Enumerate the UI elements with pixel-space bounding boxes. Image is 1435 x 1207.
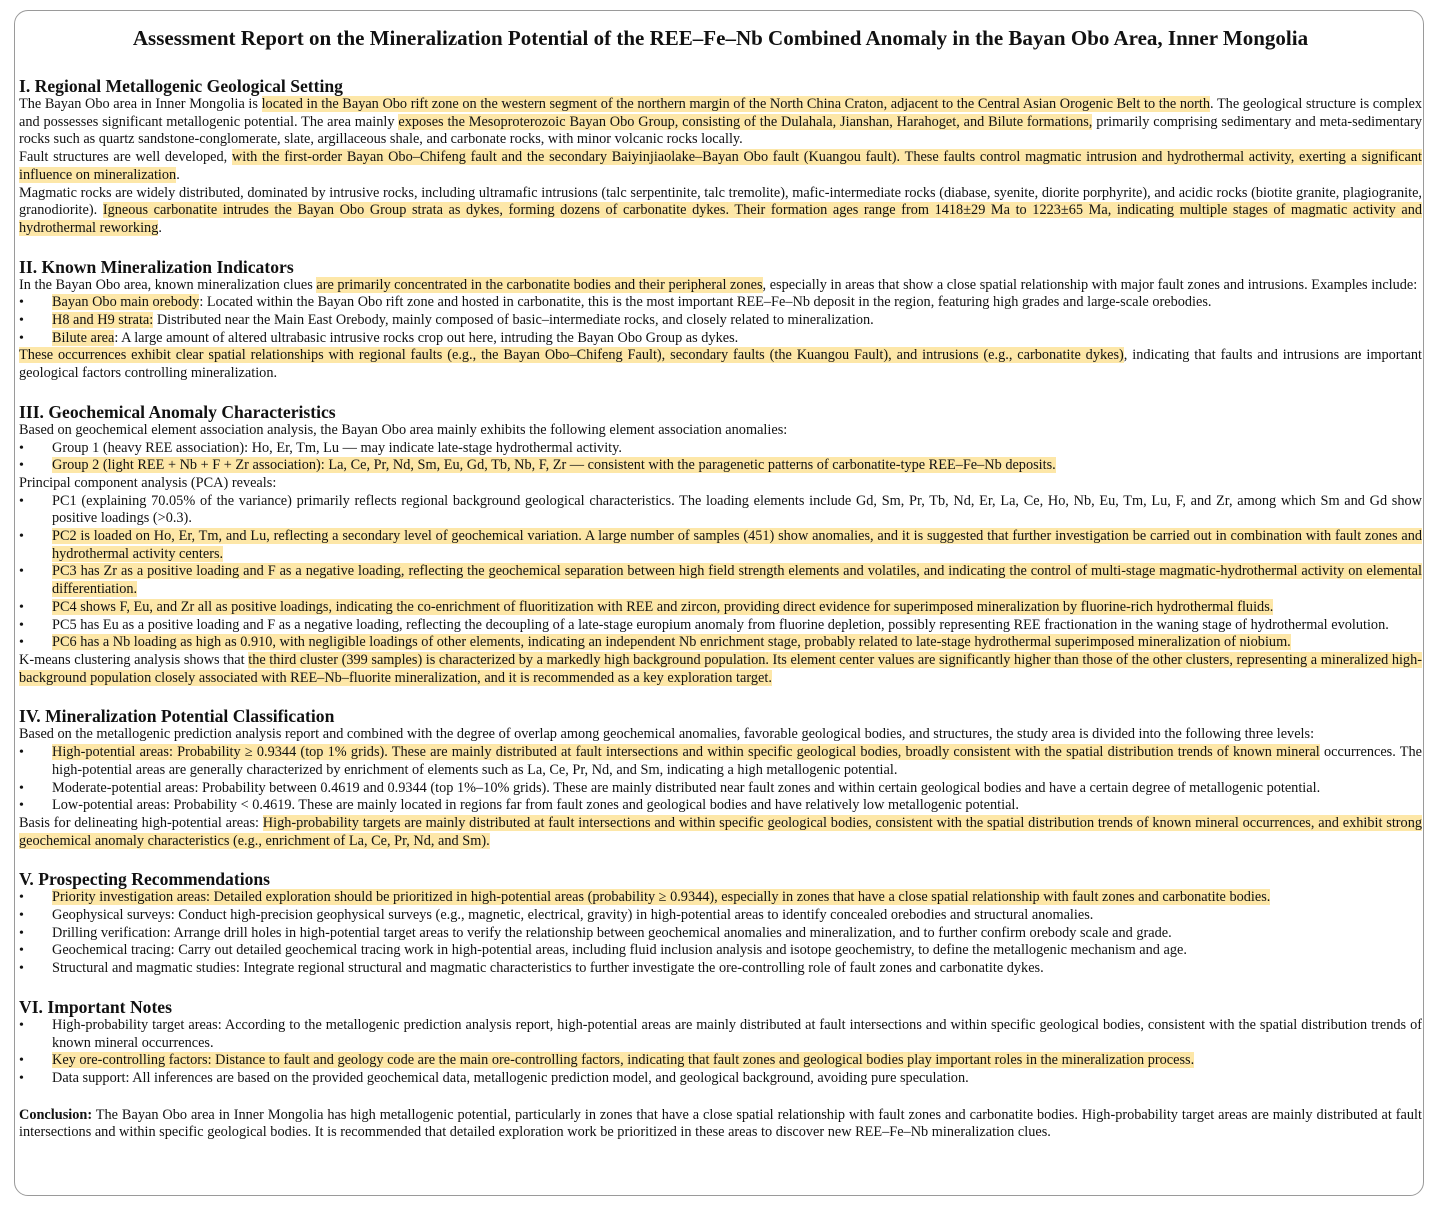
list-item [19, 312, 1422, 330]
highlighted-text: PC4 shows F, Eu, and Zr all as positive loadings, indicating the co-enrichment of fluoritization with REE and zircon, providing direct evidence for superimposed mineralization by fluorine-rich hydrothermal fluids. [52, 598, 1274, 615]
conclusion-label: Conclusion: [19, 1106, 93, 1123]
paragraph: Based on the metallogenic prediction analysis report and combined with the degree of overlap among geochemical anomalies, favorable geological bodies, and structures, the study area is divided into the following three levels: [19, 726, 1315, 743]
highlighted-text: PC3 has Zr as a positive loading and F as a negative loading, reflecting the geochemical separation between high field strength elements and volatiles, and indicating the control of multi-stage magmatic-hydrothermal activity on elemental differentiation. [52, 563, 1422, 598]
text-run: Geochemical tracing: Carry out detailed geochemical tracing work in high-potential areas, including fluid inclusion analysis and isotope geochemistry, to define the metallogenic mechanism and age. [52, 942, 1187, 959]
section-heading: VI. Important Notes [19, 996, 172, 1017]
text-run: Moderate-potential areas: Probability between 0.4619 and 0.9344 (top 1%–10% grids). These are mainly distributed near fault zones and within certain geological bodies and have a certain degree of metallogenic potential. [52, 779, 1321, 796]
paragraph: Based on geochemical element association analysis, the Bayan Obo area mainly exhibits the following element association anomalies: [19, 421, 788, 438]
highlighted-text: Igneous carbonatite intrudes the Bayan Obo Group strata as dykes, forming dozens of carbonatite dykes. Their formation ages range from 1418±29 Ma to 1223±65 Ma, indicating multiple stages of magmatic activity and hydrothermal reworking [19, 202, 1422, 236]
highlighted-text: Key ore-controlling factors: Distance to fault and geology code are the main ore-controlling factors, indicating that fault zones and geological bodies play important roles in the mineralization process. [52, 1052, 1195, 1069]
list-item [19, 617, 1422, 635]
list-item [19, 1070, 1422, 1088]
list-item [19, 493, 1422, 528]
highlighted-text: Bayan Obo main orebody [52, 294, 200, 311]
notes-list [19, 1017, 1422, 1088]
list-item [19, 563, 1422, 598]
section-geochemical-anomaly [19, 402, 1422, 688]
highlighted-text: exposes the Mesoproterozoic Bayan Obo Group, consisting of the Dulahala, Jianshan, Harahoget, and Bilute formations, [398, 113, 1093, 130]
text-run: PC1 (explaining 70.05% of the variance) primarily reflects regional background geological characteristics. The loading elements include Gd, Sm, Pr, Tb, Nd, Er, La, Ce, Ho, Nb, Eu, Tm, Lu, F, and Zr, among which Sm and Gd show positive loadings (>0.3). [52, 492, 1422, 527]
list-item [19, 925, 1422, 943]
section-heading: II. Known Mineralization Indicators [19, 256, 294, 277]
list-item [19, 942, 1422, 960]
list-item [19, 780, 1422, 798]
list-item [19, 960, 1422, 978]
text-run: occurrences. The high-potential areas are generally characterized by enrichment of elements such as La, Ce, Pr, Nd, and Sm, indicating a high metallogenic potential. [52, 744, 1422, 778]
list-item [19, 907, 1422, 925]
report-title: Assessment Report on the Mineralization Potential of the REE–Fe–Nb Combined Anomaly in the Bayan Obo Area, Inner Mongolia [132, 26, 1309, 50]
text-run: PC5 has Eu as a positive loading and F as a negative loading, reflecting the decoupling of a late-stage europium anomaly from fluorine depletion, possibly representing REE fractionation in the waning stage of hydrothermal evolution. [52, 616, 1389, 633]
highlighted-text: located in the Bayan Obo rift zone on the western segment of the northern margin of the North China Craton, adjacent to the Central Asian Orogenic Belt to the north [261, 96, 1211, 112]
text-run: : Located within the Bayan Obo rift zone and hosted in carbonatite, this is the most important REE–Fe–Nb deposit in the region, featuring high grades and large-scale orebodies. [199, 294, 1212, 311]
text-run: Geophysical surveys: Conduct high-precision geophysical surveys (e.g., magnetic, electrical, gravity) in high-potential areas to identify concealed orebodies and structural anomalies. [52, 907, 1094, 924]
pca-list [19, 493, 1422, 652]
section-geological-setting [19, 76, 1422, 238]
section-important-notes [19, 997, 1422, 1088]
report-document [19, 24, 1422, 1142]
paragraph [19, 815, 1422, 850]
paragraph [19, 185, 1422, 238]
text-run: Distributed near the Main East Orebody, mainly composed of basic–intermediate rocks, and closely related to mineralization. [153, 312, 874, 329]
text-run: Magmatic rocks are widely distributed, dominated by intrusive rocks, including ultramafic intrusions (talc serpentinite, talc tremolite), mafic-intermediate rocks (diabase, syenite, diorite porphyrite), and acidic rocks (biotite granite, plagiogranite, granodiorite). [19, 184, 1422, 219]
text-run: High-probability target areas: According to the metallogenic prediction analysis report, high-potential areas are mainly distributed at fault intersections and within specific geological bodies, consistent with the spatial distribution trends of known mineral occurrences. [52, 1016, 1422, 1051]
indicator-list [19, 294, 1422, 347]
paragraph [19, 96, 1422, 149]
list-item [19, 797, 1422, 815]
text-run: The Bayan Obo area in Inner Mongolia is [19, 96, 262, 112]
list-item [19, 528, 1422, 563]
list-item [19, 744, 1422, 779]
highlighted-text: the third cluster (399 samples) is characterized by a markedly high background population. Its element center values are significantly higher than those of the other clusters, representing a mineralized high-background population closely associated with REE–Nb–fluorite mineralization, and it is recommended as a key exploration target. [19, 651, 1422, 686]
section-prospecting-recommendations [19, 869, 1422, 978]
paragraph: Principal component analysis (PCA) reveals: [19, 474, 277, 491]
section-heading: V. Prospecting Recommendations [19, 869, 271, 890]
section-heading: IV. Mineralization Potential Classification [19, 706, 335, 727]
text-run: Group 1 (heavy REE association): Ho, Er, Tm, Lu — may indicate late-stage hydrothermal activity. [52, 439, 622, 456]
section-mineralization-indicators [19, 257, 1422, 383]
text-run: : A large amount of altered ultrabasic intrusive rocks crop out here, intruding the Bayan Obo Group as dykes. [114, 329, 739, 346]
text-run: primarily comprising sedimentary and meta-sedimentary rocks such as quartz sandstone-conglomerate, slate, argillaceous shale, and carbonate rocks, with minor volcanic rocks locally. [19, 113, 1422, 148]
list-item [19, 599, 1422, 617]
paragraph [19, 347, 1422, 382]
highlighted-text: Bilute area [52, 329, 115, 346]
list-item [19, 440, 1422, 458]
paragraph [19, 652, 1422, 687]
text-run: Basis for delineating high-potential areas: [19, 814, 263, 831]
element-group-list [19, 440, 1422, 475]
text-run: , especially in areas that show a close spatial relationship with major fault zones and intrusions. Examples include: [762, 276, 1418, 293]
list-item [19, 1052, 1422, 1070]
highlighted-text: Priority investigation areas: Detailed exploration should be prioritized in high-potential areas (probability ≥ 0.9344), especially in zones that have a close spatial relationship with fault zones and carbonatite bodies. [52, 889, 1271, 906]
highlighted-text: Group 2 (light REE + Nb + F + Zr association): La, Ce, Pr, Nd, Sm, Eu, Gd, Tb, Nb, F, Zr — consistent with the paragenetic patterns of carbonatite-type REE–Fe–Nb deposits. [52, 457, 1056, 474]
text-run: Data support: All inferences are based on the provided geochemical data, metallogenic prediction model, and geological background, avoiding pure speculation. [52, 1069, 969, 1086]
paragraph [19, 149, 1422, 184]
highlighted-text: PC6 has a Nb loading as high as 0.910, with negligible loadings of other elements, indicating an independent Nb enrichment stage, probably related to late-stage hydrothermal superimposed mineralization of niobium. [52, 634, 1291, 651]
conclusion [19, 1107, 1422, 1142]
text-run: Fault structures are well developed, [19, 149, 232, 166]
highlighted-text: H8 and H9 strata: [52, 312, 154, 329]
text-run: Drilling verification: Arrange drill holes in high-potential target areas to verify the relationship between geochemical anomalies and mineralization, and to further confirm orebody scale and grade. [52, 924, 1172, 941]
section-heading: I. Regional Metallogenic Geological Setting [19, 76, 343, 96]
list-item [19, 889, 1422, 907]
list-item [19, 457, 1422, 475]
paragraph [19, 277, 1422, 295]
highlighted-text: High-potential areas: Probability ≥ 0.9344 (top 1% grids). These are mainly distributed at fault intersections and within specific geological bodies, broadly consistent with the spatial distribution trends of known mineral [52, 744, 1320, 761]
potential-level-list [19, 744, 1422, 815]
highlighted-text: are primarily concentrated in the carbonatite bodies and their peripheral zones [316, 276, 763, 293]
highlighted-text: These occurrences exhibit clear spatial relationships with regional faults (e.g., the Bayan Obo–Chifeng Fault), secondary faults (the Kuangou Fault), and intrusions (e.g., carbonatite dykes) [19, 347, 1124, 364]
text-run: Structural and magmatic studies: Integrate regional structural and magmatic characteristics to further investigate the ore-controlling role of fault zones and carbonatite dykes. [52, 960, 1044, 977]
conclusion-text: The Bayan Obo area in Inner Mongolia has high metallogenic potential, particularly in zones that have a close spatial relationship with fault zones and carbonatite bodies. High-probability target areas are mainly distributed at fault intersections and within specific geological bodies. It is recommended that detailed exploration work be prioritized in these areas to discover new REE–Fe–Nb mineralization clues. [19, 1106, 1422, 1141]
recommendation-list [19, 889, 1422, 978]
text-run: , indicating that faults and intrusions are important geological factors controlling mineralization. [19, 347, 1422, 382]
highlighted-text: High-probability targets are mainly distributed at fault intersections and within specific geological bodies, consistent with the spatial distribution trends of known mineral occurrences, and exhibit strong geochemical anomaly characteristics (e.g., enrichment of La, Ce, Pr, Nd, and Sm). [19, 814, 1422, 849]
text-run: K-means clustering analysis shows that [19, 651, 249, 668]
highlighted-text: PC2 is loaded on Ho, Er, Tm, and Lu, reflecting a secondary level of geochemical variation. A large number of samples (451) show anomalies, and it is suggested that further investigation be carried out in combination with fault zones and hydrothermal activity centers. [52, 528, 1422, 562]
highlighted-text: with the first-order Bayan Obo–Chifeng fault and the secondary Baiyinjiaolake–Bayan Obo fault (Kuangou fault). These faults control magmatic intrusion and hydrothermal activity, exerting a significant influence on mineralization [19, 149, 1422, 183]
list-item [19, 1017, 1422, 1052]
list-item [19, 634, 1422, 652]
text-run: Low-potential areas: Probability < 0.4619. These are mainly located in regions far from fault zones and geological bodies and have relatively low metallogenic potential. [52, 797, 1019, 814]
list-item [19, 330, 1422, 348]
text-run: In the Bayan Obo area, known mineralization clues [19, 276, 317, 293]
section-heading: III. Geochemical Anomaly Characteristics [19, 401, 336, 422]
text-run: . [158, 219, 162, 236]
list-item [19, 294, 1422, 312]
text-run: . The geological structure is complex and possesses significant metallogenic potential. The area mainly [19, 96, 1423, 130]
section-potential-classification [19, 706, 1422, 850]
text-run: . [176, 166, 180, 183]
